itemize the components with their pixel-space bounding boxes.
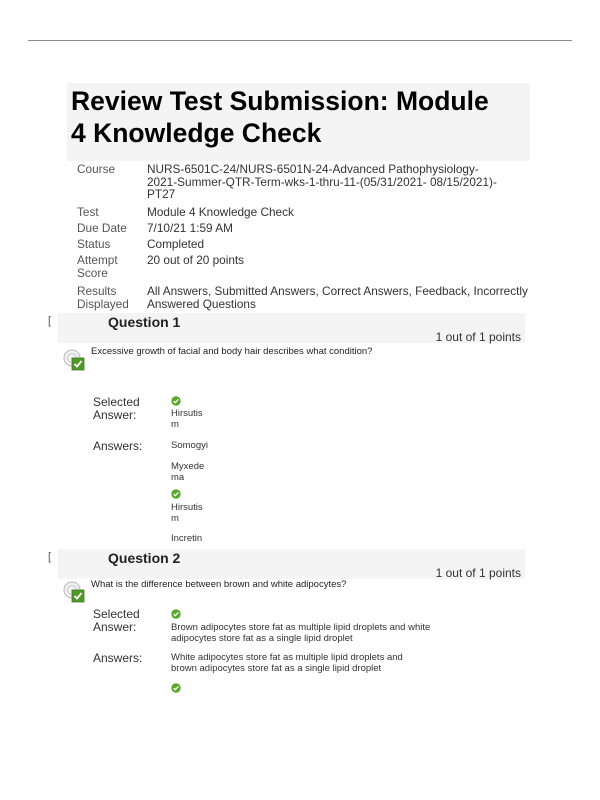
selected-label-line: Answer: (93, 408, 137, 422)
selected-answer-label (93, 396, 140, 422)
question-complete-icon (62, 580, 86, 604)
test-value: Module 4 Knowledge Check (147, 205, 294, 219)
selected-answer-label (93, 608, 140, 634)
question-1-points: 1 out of 1 points (435, 330, 521, 344)
status-value: Completed (147, 237, 205, 251)
answer-option (171, 652, 403, 674)
results-label (77, 285, 143, 310)
question-1-header (58, 313, 525, 343)
answer-option: Incretin (171, 533, 203, 544)
answer-text-line: Brown adipocytes store fat as multiple lipid droplets and white (171, 622, 431, 633)
results-value-line: All Answers, Submitted Answers, Correct Answers, Feedback, Incorrectly (147, 284, 528, 298)
due-date-value: 7/10/21 1:59 AM (147, 221, 233, 235)
results-label-line: Results (77, 284, 117, 298)
question-bracket: [ (48, 315, 52, 327)
answer-text-line: m (171, 419, 179, 430)
selected-answer-value (171, 408, 203, 430)
question-complete-icon (62, 348, 86, 372)
answer-text-line: adipocytes store fat as a single lipid droplet (171, 633, 353, 644)
question-1-title: Question 1 (108, 314, 181, 330)
question-1-text: Excessive growth of facial and body hair describes what condition? (91, 346, 373, 357)
question-2-header (58, 549, 525, 579)
score-label (77, 254, 143, 279)
page-title (67, 83, 530, 149)
answer-text-line: Myxede (171, 461, 205, 472)
answer-option (171, 502, 203, 524)
question-bracket: [ (48, 551, 52, 563)
results-label-line: Displayed (77, 296, 129, 311)
answer-text-line: Hirsutis (171, 502, 203, 513)
question-2-title: Question 2 (108, 550, 181, 566)
question-2-text: What is the difference between brown and white adipocytes? (91, 579, 347, 590)
answer-text-line: brown adipocytes store fat as a single lipid droplet (171, 663, 382, 674)
answers-label: Answers: (93, 439, 143, 453)
score-label-line: Score (77, 265, 108, 280)
correct-check-icon (171, 609, 181, 619)
answer-text-line: White adipocytes store fat as multiple lipid droplets and (171, 652, 403, 663)
correct-check-icon (171, 396, 181, 406)
correct-check-icon (171, 683, 181, 693)
question-2-points: 1 out of 1 points (435, 566, 521, 580)
results-value-line: Answered Questions (147, 296, 256, 311)
answers-label: Answers: (93, 651, 143, 665)
selected-label-line: Answer: (93, 620, 137, 634)
score-label-line: Attempt (77, 253, 118, 267)
course-label: Course (77, 162, 116, 176)
answer-option (171, 461, 204, 483)
answer-text-line: ma (171, 472, 185, 483)
course-value-line: PT27 (147, 187, 176, 201)
course-value-line: NURS-6501C-24/NURS-6501N-24-Advanced Pathophysiology- (147, 162, 479, 176)
top-divider (28, 40, 572, 41)
due-date-label: Due Date (77, 221, 127, 235)
selected-answer-value (171, 622, 430, 644)
course-value (147, 163, 537, 201)
answer-text-line: Hirsutis (171, 408, 203, 419)
page-title-line-2: 4 Knowledge Check (71, 118, 322, 148)
answer-option: Somogyi (171, 440, 208, 451)
test-label: Test (77, 205, 99, 219)
selected-label-line: Selected (93, 395, 140, 409)
status-label: Status (77, 237, 111, 251)
results-value (147, 285, 537, 310)
correct-check-icon (171, 489, 181, 499)
page-title-box (67, 83, 530, 161)
score-value: 20 out of 20 points (147, 253, 245, 267)
page-title-line-1: Review Test Submission: Module (71, 86, 489, 116)
course-value-line: 2021-Summer-QTR-Term-wks-1-thru-11-(05/31/2021- 08/15/2021)- (147, 174, 497, 189)
answer-text-line: m (171, 513, 179, 524)
selected-label-line: Selected (93, 607, 140, 621)
